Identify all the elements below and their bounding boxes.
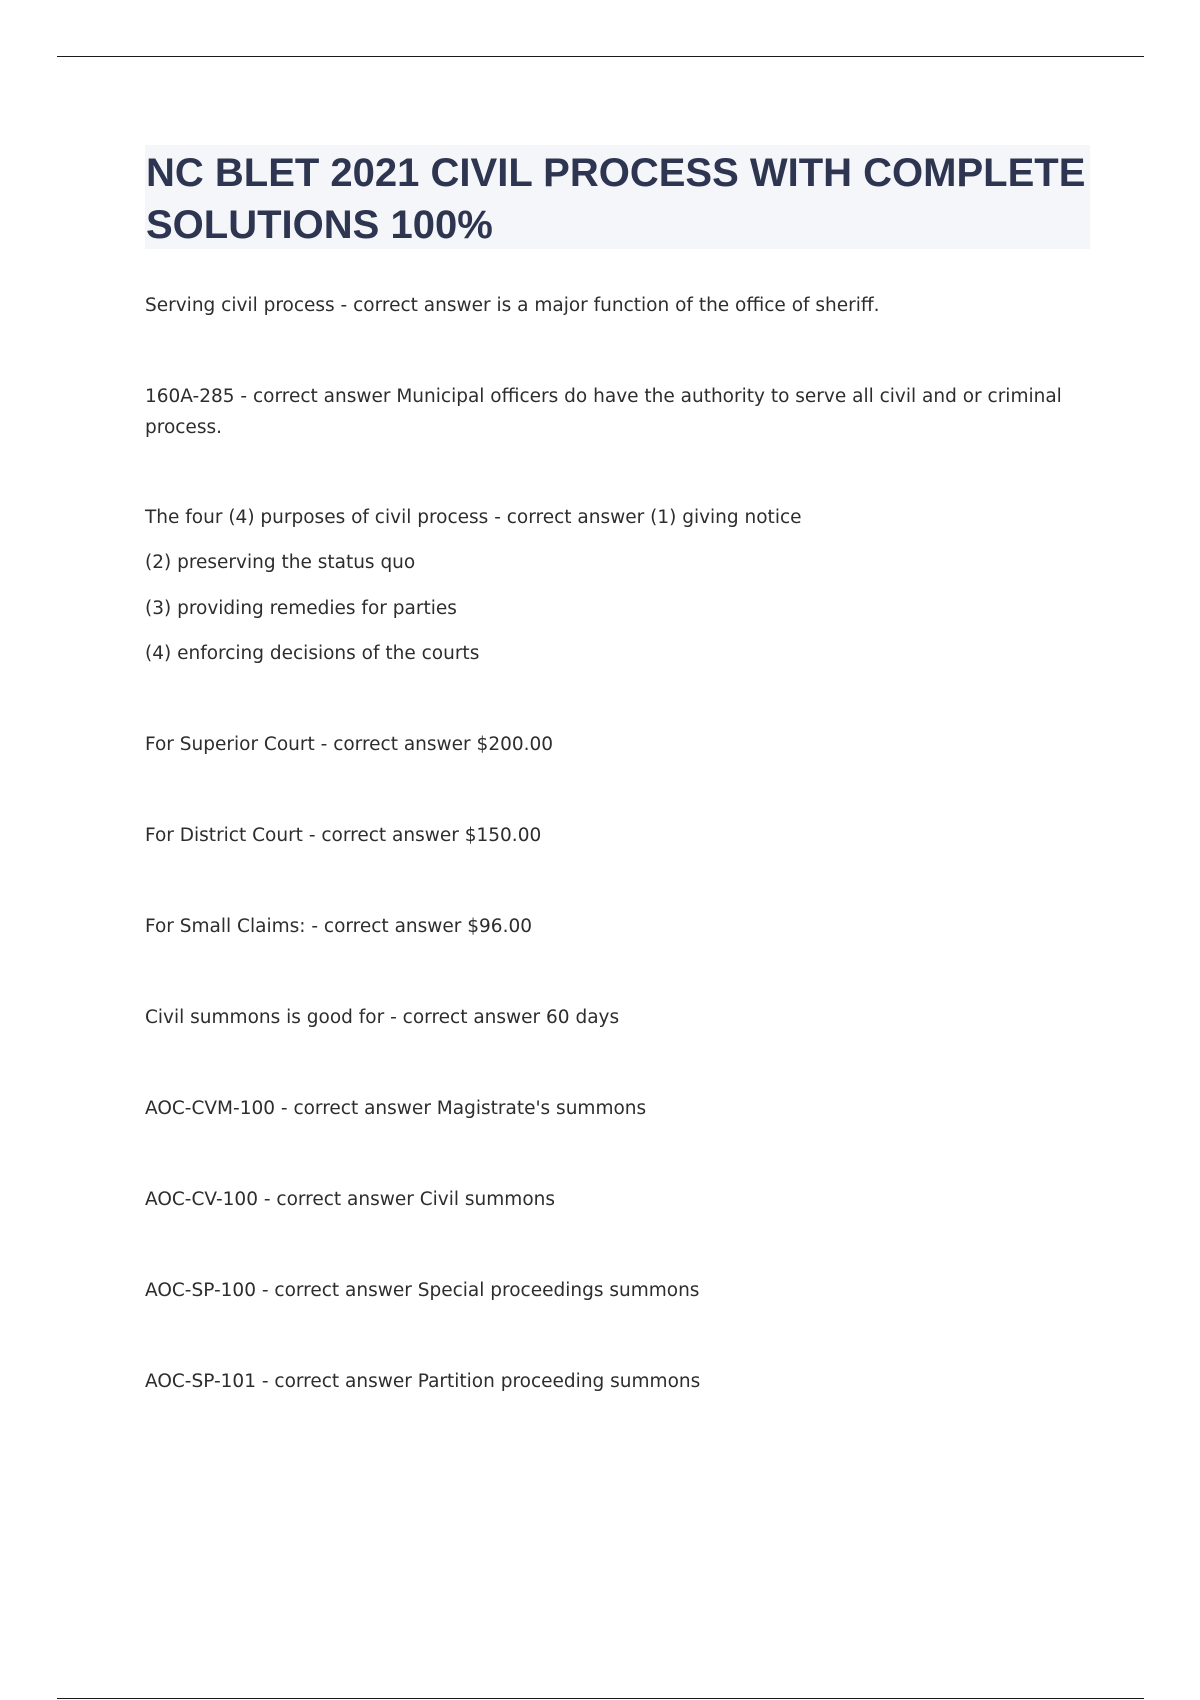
qa-item: For Superior Court - correct answer $200.00 [145, 734, 554, 755]
qa-item: AOC-CV-100 - correct answer Civil summons [145, 1189, 556, 1210]
qa-item: Serving civil process - correct answer is a major function of the office of sheriff. [145, 295, 880, 316]
qa-item: The four (4) purposes of civil process - correct answer (1) giving notice [145, 507, 802, 528]
bottom-divider [57, 1698, 1144, 1699]
qa-item: AOC-CVM-100 - correct answer Magistrate's summons [145, 1098, 647, 1119]
document-title: NC BLET 2021 CIVIL PROCESS WITH COMPLETE SOLUTIONS 100% [146, 151, 1086, 247]
qa-item-continuation: (3) providing remedies for parties [145, 598, 457, 619]
qa-item: AOC-SP-101 - correct answer Partition proceeding summons [145, 1371, 701, 1392]
qa-item: 160A-285 - correct answer Municipal officers do have the authority to serve all civil and or criminal process. [145, 386, 1062, 438]
qa-item: AOC-SP-100 - correct answer Special proceedings summons [145, 1280, 700, 1301]
qa-item-continuation: (4) enforcing decisions of the courts [145, 643, 480, 664]
qa-item-continuation: (2) preserving the status quo [145, 552, 416, 573]
qa-item: For Small Claims: - correct answer $96.00 [145, 916, 533, 937]
qa-item: For District Court - correct answer $150.00 [145, 825, 542, 846]
top-divider [57, 56, 1144, 57]
qa-item: Civil summons is good for - correct answer 60 days [145, 1007, 620, 1028]
title-banner [145, 145, 1090, 249]
